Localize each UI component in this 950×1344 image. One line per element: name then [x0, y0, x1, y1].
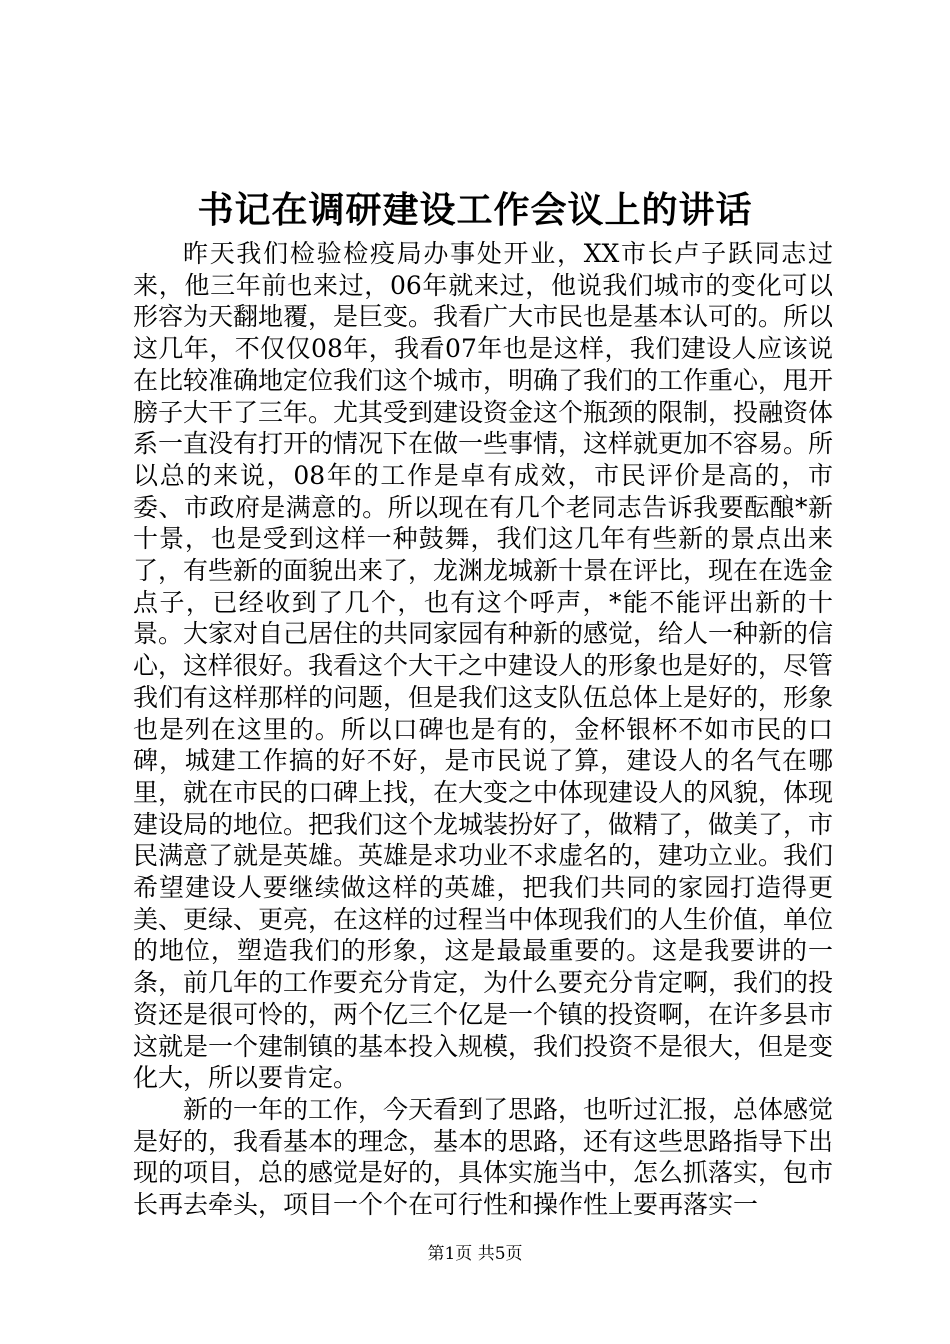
- document-body: [133, 238, 833, 1221]
- paragraph-2: 新的一年的工作，今天看到了思路，也听过汇报，总体感觉是好的，我看基本的理念，基本的思路，还有这些思路指导下出现的项目，总的感觉是好的，具体实施当中，怎么抓落实，包市长再去牵头，项目一个个在可行性和操作性上要再落实一: [133, 1094, 834, 1220]
- document-title: 书记在调研建设工作会议上的讲话: [197, 189, 753, 231]
- page-footer: 第1页 共5页: [427, 1244, 523, 1264]
- paragraph-1: 昨天我们检验检疫局办事处开业，XX市长卢子跃同志过来，他三年前也来过，06年就来过，他说我们城市的变化可以形容为天翻地覆，是巨变。我看广大市民也是基本认可的。所以这几年，不仅仅08年，我看07年也是这样，我们建设人应该说在比较准确地定位我们这个城市，明确了我们的工作重心，甩开膀子大干了三年。尤其受到建设资金这个瓶颈的限制，投融资体系一直没有打开的情况下在做一些事情，这样就更加不容易。所以总的来说，08年的工作是卓有成效，市民评价是高的，市委、市政府是满意的。所以现在有几个老同志告诉我要酝酿*新十景，也是受到这样一种鼓舞，我们这几年有些新的景点出来了，有些新的面貌出来了，龙渊龙城新十景在评比，现在在选金点子，已经收到了几个，也有这个呼声，*能不能评出新的十景。大家对自己居住的共同家园有种新的感觉，给人一种新的信心，这样很好。我看这个大干之中建设人的形象也是好的，尽管我们有这样那样的问题，但是我们这支队伍总体上是好的，形象也是列在这里的。所以口碑也是有的，金杯银杯不如市民的口碑，城建工作搞的好不好，是市民说了算，建设人的名气在哪里，就在市民的口碑上找，在大变之中体现建设人的风貌，体现建设局的地位。把我们这个龙城装扮好了，做精了，做美了，市民满意了就是英雄。英雄是求功业不求虚名的，建功立业。我们希望建设人要继续做这样的英雄，把我们共同的家园打造得更美、更绿、更亮，在这样的过程当中体现我们的人生价值，单位的地位，塑造我们的形象，这是最最重要的。这是我要讲的一条，前几年的工作要充分肯定，为什么要充分肯定啊，我们的投资还是很可怜的，两个亿三个亿是一个镇的投资啊，在许多县市这就是一个建制镇的基本投入规模，我们投资不是很大，但是变化大，所以要肯定。: [133, 239, 834, 1093]
